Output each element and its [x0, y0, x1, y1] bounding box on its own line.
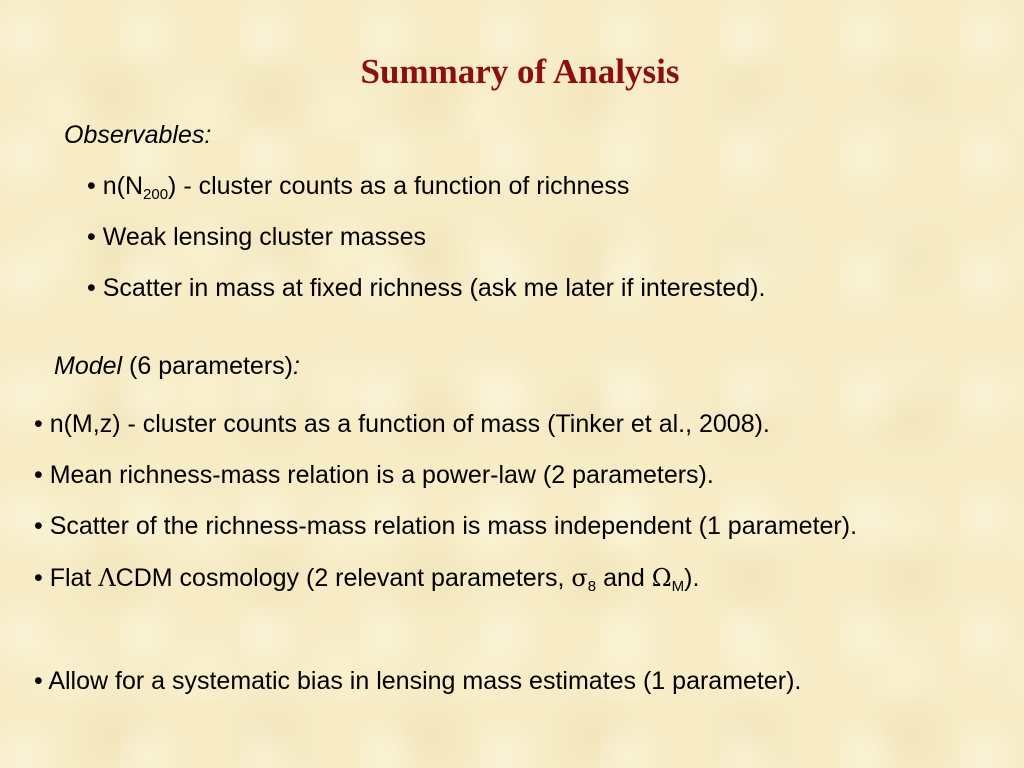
model-heading-rest: (6 parameters): [122, 352, 293, 380]
cosmology-mid: CDM cosmology (2 relevant parameters,: [115, 564, 572, 592]
model-heading-word: Model: [54, 352, 123, 380]
subscript-200: 200: [143, 186, 169, 203]
model-heading-colon: :: [292, 352, 300, 380]
model-item-cosmology: [34, 563, 699, 593]
observable-item-counts-richness: [87, 171, 629, 201]
subscript-8: 8: [587, 578, 597, 595]
cosmology-pre: • Flat: [34, 564, 99, 592]
observable-item-weak-lensing: • Weak lensing cluster masses: [87, 223, 426, 251]
model-item-power-law: • Mean richness-mass relation is a power-law (2 parameters).: [34, 461, 714, 489]
subscript-m: M: [671, 578, 685, 595]
observable-text-pre: n(N: [102, 172, 144, 200]
cosmology-and: and: [596, 564, 652, 592]
observables-heading: Observables:: [64, 121, 212, 149]
observable-text-post: ) - cluster counts as a function of richness: [168, 172, 630, 200]
model-item-systematic-bias: • Allow for a systematic bias in lensing mass estimates (1 parameter).: [34, 667, 802, 695]
observable-item-scatter: • Scatter in mass at fixed richness (ask me later if interested).: [87, 274, 766, 302]
page-title: Summary of Analysis: [360, 52, 680, 91]
cosmology-post: ).: [684, 564, 700, 592]
model-item-counts-mass: • n(M,z) - cluster counts as a function of mass (Tinker et al., 2008).: [34, 410, 770, 438]
omega-symbol: Ω: [651, 564, 672, 592]
bullet: •: [87, 172, 96, 200]
sigma-symbol: σ: [571, 564, 588, 592]
lambda-symbol: Λ: [98, 564, 116, 592]
model-item-scatter-relation: • Scatter of the richness-mass relation is mass independent (1 parameter).: [34, 512, 858, 540]
model-heading: [54, 351, 300, 381]
